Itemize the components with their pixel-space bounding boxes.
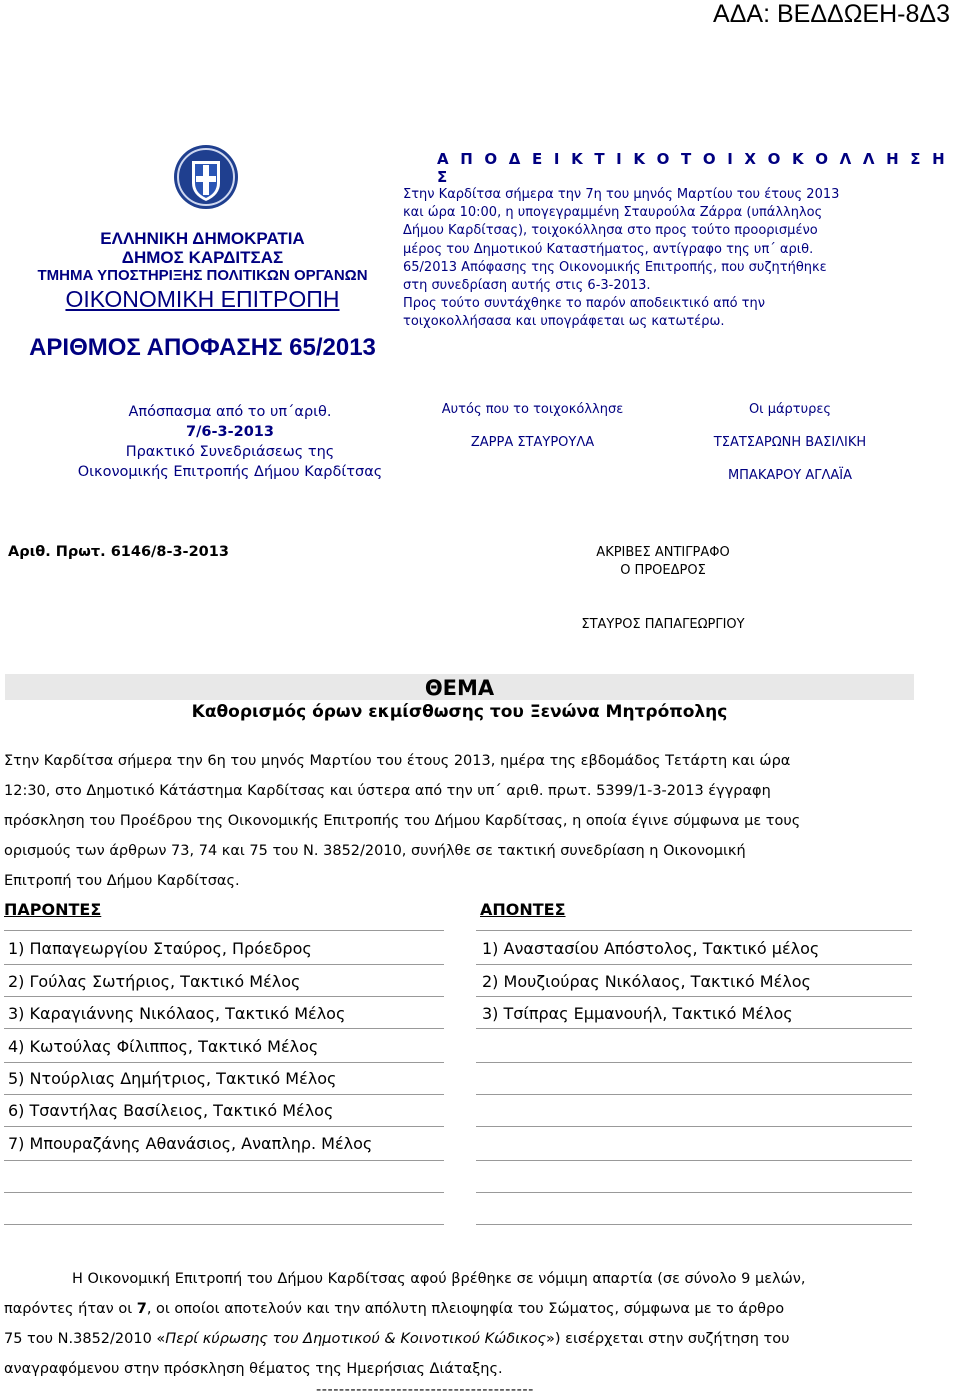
end-separator: -------------------------------------- (316, 1382, 534, 1398)
witness-name-2: ΜΠΑΚΑΡΟΥ ΑΓΛΑΪΑ (727, 468, 853, 483)
present-member: 2) Γούλας Σωτήριος, Τακτικό Μέλος (8, 972, 301, 991)
present-divider (4, 964, 444, 965)
present-divider (4, 996, 444, 997)
witness-name-1: ΤΣΑΤΣΑΡΩΝΗ ΒΑΣΙΛΙΚΗ (713, 435, 867, 450)
absent-divider (476, 1094, 912, 1095)
present-divider (4, 1094, 444, 1095)
signer-name: ΣΤΑΥΡΟΣ ΠΑΠΑΓΕΩΡΓΙΟΥ (581, 617, 745, 632)
present-divider (4, 1062, 444, 1063)
present-member: 6) Τσαντήλας Βασίλειος, Τακτικό Μέλος (8, 1101, 334, 1120)
posted-by-block: Αυτός που το τοιχοκόλλησε ΖΑΡΡΑ ΣΤΑΥΡΟΥΛΑ (420, 402, 645, 450)
subject-title: Καθορισμός όρων εκμίσθωσης του Ξενώνα Μητρόπολης (191, 702, 728, 722)
ada-code: ΑΔΑ: ΒΕΔΔΩΕΗ-8Δ3 (713, 0, 950, 28)
protocol-number: Αριθ. Πρωτ. 6146/8-3-2013 (8, 544, 229, 560)
absent-divider (476, 1192, 912, 1193)
present-member: 1) Παπαγεωργίου Σταύρος, Πρόεδρος (8, 939, 312, 958)
intro-paragraph: Στην Καρδίτσα σήμερα την 6η του μηνός Μαρτίου του έτους 2013, ημέρα της εβδομάδος Τετάρτη και ώρα 12:30, στο Δημοτικό Κάτάστημα Καρδίτσας και ύστερα από την υπ΄ αριθ. πρωτ. 5399/1-3-2013 έγγραφη πρόσκληση του Προέδρου της Οικονομικής Επιτροπής του Δήμου Καρδίτσας, η οποία έγινε σύμφωνα με τους ορισμούς των άρθρων 73, 74 και 75 του Ν. 3852/2010, συνήλθε σε τακτική συνεδρίαση η Οικονομική Επιτροπή του Δήμου Καρδίτσας. (4, 753, 801, 889)
minutes-excerpt: Απόσπασμα από το υπ΄αριθ. 7/6-3-2013 Πρακτικό Συνεδριάσεως της Οικονομικής Επιτροπής Δήμου Καρδίτσας (77, 404, 383, 480)
absent-member: 1) Αναστασίου Απόστολος, Τακτικό μέλος (482, 939, 820, 958)
absent-divider (476, 1126, 912, 1127)
posting-certificate-title: Α Π Ο Δ Ε Ι Κ Τ Ι Κ Ο Τ Ο Ι Χ Ο Κ Ο Λ Λ Η Σ Η Σ (437, 150, 948, 186)
present-heading: ΠΑΡΟΝΤΕΣ (4, 900, 102, 919)
closing-paragraph: Η Οικονομική Επιτροπή του Δήμου Καρδίτσας αφού βρέθηκε σε νόμιμη απαρτία (σε σύνολο 9 μελών, παρόντες ήταν οι 7, οι οποίοι αποτελούν και την απόλυτη πλειοψηφία του Σώματος, σύμφωνα με το άρθρο 75 του Ν.3852/2010 «Περί κύρωσης του Δημοτικού & Κοινοτικού Κώδικος») εισέρχεται στην συζήτηση του αναγραφόμενου στην πρόσκληση θέματος της Ημερήσιας Διάταξης. (4, 1271, 806, 1377)
absent-heading: ΑΠΟΝΤΕΣ (480, 900, 566, 919)
absent-divider (476, 964, 912, 965)
absent-divider (476, 1062, 912, 1063)
absent-divider (476, 996, 912, 997)
absent-member: 2) Μουζιούρας Νικόλαος, Τακτικό Μέλος (482, 972, 811, 991)
witnesses-block: Οι μάρτυρες ΤΣΑΤΣΑΡΩΝΗ ΒΑΣΙΛΙΚΗ ΜΠΑΚΑΡΟΥ ΑΓΛΑΪΑ (680, 402, 900, 483)
header-department: ΤΜΗΜΑ ΥΠΟΣΤΗΡΙΞΗΣ ΠΟΛΙΤΙΚΩΝ ΟΡΓΑΝΩΝ (37, 267, 368, 284)
present-member: 7) Μπουραζάνης Αθανάσιος, Αναπληρ. Μέλος (8, 1134, 373, 1153)
present-member: 4) Κωτούλας Φίλιππος, Τακτικό Μέλος (8, 1037, 319, 1056)
present-divider (4, 1160, 444, 1161)
header-committee: ΟΙΚΟΝΟΜΙΚΗ ΕΠΙΤΡΟΠΗ (65, 286, 340, 312)
present-divider (4, 930, 444, 931)
greek-emblem-icon (172, 143, 240, 211)
absent-member: 3) Τσίπρας Εμμανουήλ, Τακτικό Μέλος (482, 1004, 793, 1023)
certified-copy: ΑΚΡΙΒΕΣ ΑΝΤΙΓΡΑΦΟ Ο ΠΡΟΕΔΡΟΣ (596, 545, 730, 578)
absent-divider (476, 1160, 912, 1161)
header-municipality: ΔΗΜΟΣ ΚΑΡΔΙΤΣΑΣ (121, 248, 284, 267)
absent-divider (476, 930, 912, 931)
present-divider (4, 1028, 444, 1029)
present-divider (4, 1126, 444, 1127)
present-member: 3) Καραγιάννης Νικόλαος, Τακτικό Μέλος (8, 1004, 346, 1023)
posting-certificate-text: Στην Καρδίτσα σήμερα την 7η του μηνός Μαρτίου του έτους 2013 και ώρα 10:00, η υπογεγραμμένη Σταυρούλα Ζάρρα (υπάλληλος Δήμου Καρδίτσας), τοιχοκόλλησα στο προς τούτο προορισμένο μέρος του Δημοτικού Καταστήματος, αντίγραφο της υπ΄ αριθ. 65/2013 Απόφασης της Οικονομικής Επιτροπής, που συζητήθηκε στη συνεδρίαση αυτής στις 6-3-2013. Προς τούτο συντάχθηκε το παρόν αποδεικτικό από την τοιχοκολλήσασα και υπογράφεται ως κατωτέρω. (403, 187, 840, 330)
subject-heading: ΘΕΜΑ (424, 676, 495, 700)
absent-divider (476, 1028, 912, 1029)
present-divider (4, 1224, 444, 1225)
header-republic: ΕΛΛΗΝΙΚΗ ΔΗΜΟΚΡΑΤΙΑ (100, 229, 305, 248)
present-member: 5) Ντούρλιας Δημήτριος, Τακτικό Μέλος (8, 1069, 337, 1088)
present-divider (4, 1192, 444, 1193)
posted-by-name: ΖΑΡΡΑ ΣΤΑΥΡΟΥΛΑ (470, 435, 595, 450)
decision-number: ΑΡΙΘΜΟΣ ΑΠΟΦΑΣΗΣ 65/2013 (29, 334, 376, 361)
absent-divider (476, 1224, 912, 1225)
